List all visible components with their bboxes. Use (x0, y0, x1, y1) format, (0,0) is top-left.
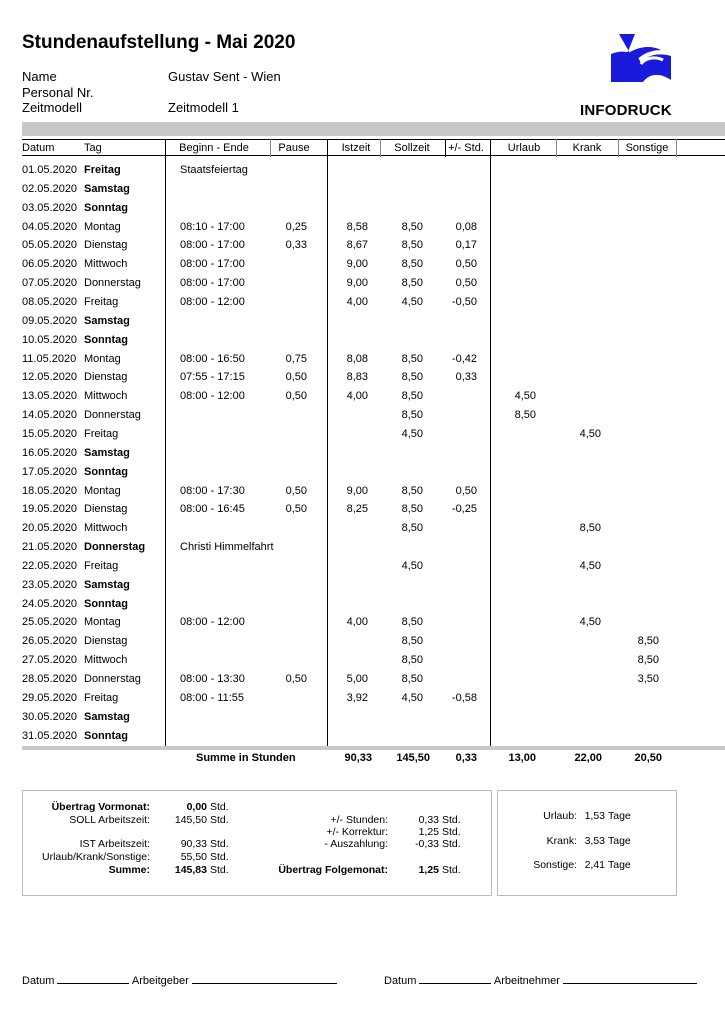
cell-soll: 8,50 (401, 390, 423, 403)
cell-diff: -0,25 (451, 503, 477, 516)
cell-pause: 0,33 (285, 239, 307, 252)
cell-pause: 0,25 (285, 220, 307, 233)
summary-left-value: 55,50 (180, 851, 207, 863)
cell-diff: 0,50 (455, 258, 477, 271)
cell-tag: Montag (84, 220, 121, 233)
summary-mid-label: - Auszahlung: (324, 838, 388, 850)
summe-soll: 145,50 (396, 752, 430, 764)
header-bottom-line (22, 155, 725, 156)
column-header: Beginn - Ende (179, 142, 249, 154)
cell-datum: 26.05.2020 (22, 635, 78, 648)
cell-tag: Donnerstag (84, 277, 141, 290)
table-column-divider (165, 139, 166, 746)
cell-tag: Freitag (84, 691, 119, 704)
cell-zeit: 08:00 - 17:00 (180, 239, 245, 252)
cell-datum: 10.05.2020 (22, 333, 78, 346)
summary-right-unit: Tage (608, 810, 631, 822)
cell-ist: 4,00 (346, 616, 368, 629)
cell-tag: Freitag (84, 164, 121, 176)
summary-left-unit: Std. (210, 851, 229, 863)
sig-datum-label-1: Datum (22, 975, 55, 987)
summary-left-value: 90,33 (180, 838, 207, 850)
cell-datum: 23.05.2020 (22, 578, 78, 591)
cell-soll: 8,50 (401, 352, 423, 365)
summary-right-value: 1,53 (584, 810, 605, 822)
cell-zeit: Staatsfeiertag (180, 164, 248, 176)
cell-soll: 8,50 (401, 409, 423, 422)
sig-datum-line-2 (419, 974, 491, 984)
cell-diff: 0,17 (455, 239, 477, 252)
header-column-divider (676, 139, 677, 157)
cell-pause: 0,50 (285, 371, 307, 384)
cell-soll: 8,50 (401, 277, 423, 290)
cell-soll: 4,50 (401, 296, 423, 308)
cell-ist: 4,00 (346, 390, 368, 403)
cell-sonst: 8,50 (637, 635, 659, 648)
cell-soll: 4,50 (401, 427, 423, 440)
cell-tag: Dienstag (84, 371, 128, 384)
cell-diff: 0,50 (455, 277, 477, 290)
cell-ist: 9,00 (346, 277, 368, 290)
cell-tag: Sonntag (84, 597, 128, 610)
header-column-divider (270, 139, 271, 157)
cell-tag: Montag (84, 484, 121, 497)
cell-krank: 4,50 (579, 559, 601, 572)
cell-tag: Mittwoch (84, 390, 128, 403)
cell-tag: Donnerstag (84, 541, 146, 553)
summary-right-unit: Tage (608, 859, 631, 871)
cell-urlaub: 4,50 (514, 390, 536, 403)
cell-soll: 4,50 (401, 691, 423, 704)
meta-label-zeitmodell: Zeitmodell (22, 100, 82, 115)
cell-zeit: 08:00 - 17:30 (180, 484, 245, 497)
cell-ist: 4,00 (346, 296, 368, 308)
cell-zeit: 08:00 - 11:55 (180, 691, 245, 704)
cell-tag: Sonntag (84, 465, 128, 478)
cell-datum: 20.05.2020 (22, 522, 78, 535)
meta-value-name: Gustav Sent - Wien (168, 69, 281, 84)
cell-ist: 8,08 (346, 352, 368, 365)
summary-mid-unit: Std. (442, 838, 461, 850)
cell-tag: Donnerstag (84, 409, 141, 422)
cell-ist: 8,25 (346, 503, 368, 516)
cell-krank: 4,50 (579, 616, 601, 629)
cell-datum: 31.05.2020 (22, 729, 78, 742)
cell-sonst: 3,50 (637, 673, 659, 685)
summe-label: Summe in Stunden (196, 752, 296, 764)
summary-right-label: Urlaub: (543, 810, 577, 822)
cell-zeit: 07:55 - 17:15 (180, 371, 245, 384)
cell-tag: Samstag (84, 446, 130, 459)
sig-arbeitnehmer-line (563, 974, 697, 984)
cell-datum: 25.05.2020 (22, 616, 78, 629)
infodruck-logo (605, 32, 677, 84)
cell-diff: -0,50 (451, 296, 477, 308)
cell-pause: 0,50 (285, 673, 307, 685)
cell-ist: 8,83 (346, 371, 368, 384)
cell-datum: 28.05.2020 (22, 673, 78, 685)
column-header: Istzeit (341, 142, 371, 154)
cell-soll: 8,50 (401, 220, 423, 233)
summary-mid-value: -0,33 (415, 838, 439, 850)
cell-tag: Dienstag (84, 239, 128, 252)
cell-datum: 04.05.2020 (22, 220, 78, 233)
cell-krank: 8,50 (579, 522, 601, 535)
cell-soll: 4,50 (401, 559, 423, 572)
sig-datum-label-2: Datum (384, 975, 417, 987)
cell-datum: 21.05.2020 (22, 541, 78, 553)
logo-text: INFODRUCK (580, 102, 672, 119)
cell-tag: Freitag (84, 559, 119, 572)
cell-soll: 8,50 (401, 258, 423, 271)
summary-left-unit: Std. (210, 864, 229, 876)
summary-mid-unit: Std. (442, 814, 461, 826)
cell-tag: Samstag (84, 314, 130, 327)
summary-right-value: 2,41 (584, 859, 605, 871)
summary-left-label: Summe: (108, 864, 150, 876)
table-column-divider (327, 139, 328, 746)
summary-left-unit: Std. (210, 838, 229, 850)
cell-tag: Samstag (84, 182, 130, 195)
cell-datum: 14.05.2020 (22, 409, 78, 422)
cell-soll: 8,50 (401, 635, 423, 648)
cell-tag: Montag (84, 352, 121, 365)
cell-ist: 9,00 (346, 258, 368, 271)
cell-datum: 11.05.2020 (22, 352, 77, 365)
cell-ist: 8,67 (346, 239, 368, 252)
cell-datum: 27.05.2020 (22, 654, 78, 667)
column-header: Tag (84, 142, 102, 154)
cell-tag: Dienstag (84, 635, 128, 648)
header-column-divider (556, 139, 557, 157)
cell-datum: 13.05.2020 (22, 390, 78, 403)
cell-pause: 0,50 (285, 503, 307, 516)
summary-mid-value: 0,33 (418, 814, 439, 826)
page-title: Stundenaufstellung - Mai 2020 (22, 32, 296, 53)
meta-label-name: Name (22, 69, 57, 84)
cell-tag: Sonntag (84, 729, 128, 742)
sig-arbeitnehmer-label: Arbeitnehmer (493, 975, 560, 987)
cell-datum: 24.05.2020 (22, 597, 78, 610)
table-column-divider (490, 139, 491, 746)
summary-right-value: 3,53 (584, 835, 605, 847)
cell-datum: 22.05.2020 (22, 559, 78, 572)
cell-datum: 29.05.2020 (22, 691, 78, 704)
cell-soll: 8,50 (401, 673, 423, 685)
cell-datum: 06.05.2020 (22, 258, 78, 271)
cell-datum: 05.05.2020 (22, 239, 78, 252)
summary-right-label: Sonstige: (533, 859, 577, 871)
cell-soll: 8,50 (401, 522, 423, 535)
cell-zeit: 08:00 - 16:45 (180, 503, 245, 516)
column-header: Krank (572, 142, 602, 154)
cell-ist: 8,58 (346, 220, 368, 233)
cell-pause: 0,50 (285, 390, 307, 403)
cell-diff: -0,42 (451, 352, 477, 365)
cell-datum: 02.05.2020 (22, 182, 78, 195)
cell-datum: 01.05.2020 (22, 164, 78, 176)
header-column-divider (618, 139, 619, 157)
cell-datum: 08.05.2020 (22, 296, 78, 308)
cell-soll: 8,50 (401, 239, 423, 252)
meta-value-zeitmodell: Zeitmodell 1 (168, 100, 239, 115)
summary-mid-value: 1,25 (418, 826, 439, 838)
header-column-divider (380, 139, 381, 157)
sig-arbeitgeber-line (192, 974, 337, 984)
cell-soll: 8,50 (401, 503, 423, 516)
column-header: Urlaub (507, 142, 541, 154)
cell-zeit: 08:00 - 12:00 (180, 390, 245, 403)
cell-soll: 8,50 (401, 654, 423, 667)
cell-tag: Mittwoch (84, 654, 128, 667)
cell-tag: Freitag (84, 296, 119, 308)
cell-tag: Sonntag (84, 201, 128, 214)
cell-soll: 8,50 (401, 616, 423, 629)
summary-right-unit: Tage (608, 835, 631, 847)
sig-datum-line-1 (57, 974, 129, 984)
cell-zeit: 08:00 - 16:50 (180, 352, 245, 365)
summary-left-label: SOLL Arbeitszeit: (69, 814, 150, 826)
cell-datum: 09.05.2020 (22, 314, 78, 327)
column-header: Sollzeit (394, 142, 430, 154)
cell-tag: Mittwoch (84, 522, 128, 535)
summary-left-label: IST Arbeitszeit: (79, 838, 150, 850)
summary-left-unit: Std. (210, 814, 229, 826)
sum-separator-bar (22, 746, 725, 750)
cell-diff: 0,50 (455, 484, 477, 497)
cell-zeit: 08:00 - 12:00 (180, 616, 245, 629)
meta-label-personalnr: Personal Nr. (22, 85, 94, 100)
cell-tag: Mittwoch (84, 258, 128, 271)
cell-datum: 15.05.2020 (22, 427, 78, 440)
cell-datum: 03.05.2020 (22, 201, 78, 214)
summary-mid-unit: Std. (442, 864, 461, 876)
summary-left-label: Übertrag Vormonat: (51, 801, 150, 813)
summary-mid-label: Übertrag Folgemonat: (278, 864, 388, 876)
summary-left-value: 145,83 (174, 864, 207, 876)
cell-datum: 17.05.2020 (22, 465, 78, 478)
cell-diff: 0,33 (455, 371, 477, 384)
cell-datum: 19.05.2020 (22, 503, 78, 516)
sig-arbeitgeber-label: Arbeitgeber (131, 975, 189, 987)
summary-mid-label: +/- Stunden: (330, 814, 388, 826)
summe-ist: 90,33 (344, 752, 372, 764)
cell-tag: Montag (84, 616, 121, 629)
column-header: Pause (278, 142, 310, 154)
header-top-line (22, 139, 725, 140)
summary-left-value: 0,00 (186, 801, 207, 813)
column-header: +/- Std. (448, 142, 484, 154)
summary-mid-unit: Std. (442, 826, 461, 838)
cell-pause: 0,75 (285, 352, 307, 365)
cell-datum: 16.05.2020 (22, 446, 78, 459)
cell-sonst: 8,50 (637, 654, 659, 667)
cell-soll: 8,50 (401, 484, 423, 497)
cell-tag: Freitag (84, 427, 119, 440)
cell-tag: Samstag (84, 578, 130, 591)
cell-tag: Donnerstag (84, 673, 141, 685)
cell-tag: Dienstag (84, 503, 128, 516)
header-gray-bar (22, 122, 725, 136)
cell-datum: 30.05.2020 (22, 710, 78, 723)
summe-diff: 0,33 (455, 752, 477, 764)
summe-sonst: 20,50 (634, 752, 662, 764)
cell-ist: 5,00 (346, 673, 368, 685)
cell-ist: 9,00 (346, 484, 368, 497)
summary-mid-label: +/- Korrektur: (326, 826, 388, 838)
cell-soll: 8,50 (401, 371, 423, 384)
cell-krank: 4,50 (579, 427, 601, 440)
cell-diff: -0,58 (451, 691, 477, 704)
cell-zeit: 08:00 - 17:00 (180, 277, 245, 290)
cell-zeit: Christi Himmelfahrt (180, 541, 274, 553)
cell-zeit: 08:00 - 12:00 (180, 296, 245, 308)
table-column-divider (445, 139, 446, 157)
cell-zeit: 08:00 - 17:00 (180, 258, 245, 271)
column-header: Sonstige (625, 142, 669, 154)
summary-left-label: Urlaub/Krank/Sonstige: (42, 851, 150, 863)
summary-right-label: Krank: (546, 835, 577, 847)
column-header: Datum (22, 142, 55, 154)
signature-employee (384, 974, 697, 987)
summe-urlaub: 13,00 (508, 752, 536, 764)
summe-krank: 22,00 (574, 752, 602, 764)
cell-datum: 07.05.2020 (22, 277, 78, 290)
cell-ist: 3,92 (346, 691, 368, 704)
cell-pause: 0,50 (285, 484, 307, 497)
cell-tag: Sonntag (84, 333, 128, 346)
cell-zeit: 08:10 - 17:00 (180, 220, 245, 233)
summary-mid-value: 1,25 (418, 864, 439, 876)
cell-tag: Samstag (84, 710, 130, 723)
signature-employer (22, 974, 337, 987)
cell-datum: 12.05.2020 (22, 371, 78, 384)
cell-diff: 0,08 (455, 220, 477, 233)
cell-datum: 18.05.2020 (22, 484, 78, 497)
cell-urlaub: 8,50 (514, 409, 536, 422)
cell-zeit: 08:00 - 13:30 (180, 673, 245, 685)
summary-left-value: 145,50 (174, 814, 207, 826)
summary-left-unit: Std. (210, 801, 229, 813)
